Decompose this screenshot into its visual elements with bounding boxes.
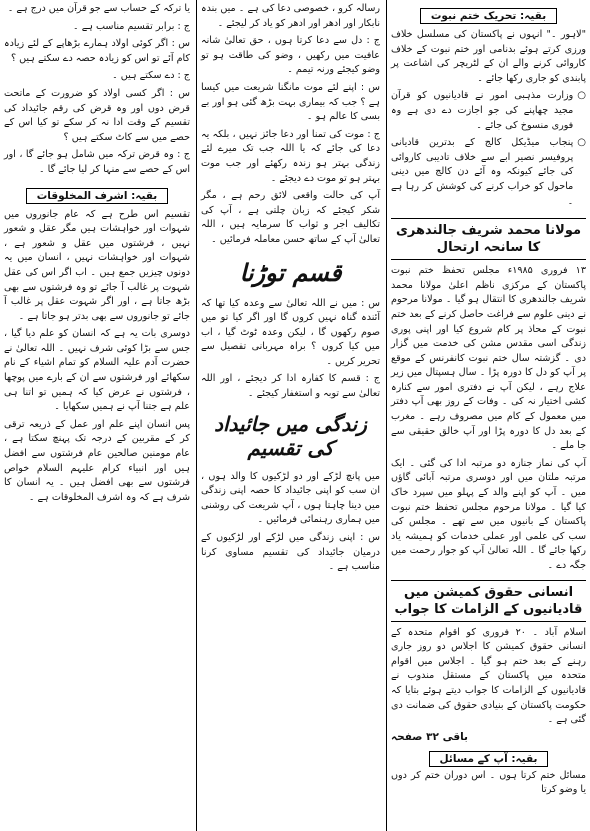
column-left bbox=[0, 0, 194, 831]
section-title: انسانی حقوق کمیشن میں قادیانیوں کے الزامات کا جواب bbox=[394, 584, 583, 617]
list-item-text: وزارت مذہبی امور نے قادیانیوں کو قرآن مجید چھاپنے کی جو اجازت دے دی ہے وہ فوری منسوخ کی جائے ۔ bbox=[391, 90, 574, 131]
section-heading bbox=[391, 580, 586, 622]
article-text: ج : دے سکتے ہیں ۔ bbox=[112, 70, 190, 82]
article-text: دوسری بات یہ ہے کہ انسان کو علم دیا گیا ، جس سے بڑا کوئی شرف نہیں ۔ اللہ تعالیٰ نے حضرت آدم علیہ السلام کو تمام اشیاء کے نام سکھائے اور فرشتوں سے ان کے بارے میں پوچھا ، فرشتوں نے عرض کیا کہ ہمیں تو اتنا ہی علم ہے جتنا آپ نے ہمیں سکھایا ۔ bbox=[4, 328, 190, 413]
column-middle bbox=[197, 0, 384, 831]
article-text: س : اگر کسی اولاد کو ضرورت کے ماتحت قرض دوں اور وہ قرض کی رقم جائیداد کی تقسیم کے وقت ادا نہ کر سکے تو کیا اس کے حصے میں سے کاٹ سکتے ہیں ؟ bbox=[4, 87, 190, 143]
continuation-label: بقیہ: اشرف المخلوقات bbox=[26, 188, 169, 204]
article-text: س : میں نے اللہ تعالیٰ سے وعدہ کیا تھا کہ آئندہ گناہ نہیں کروں گا اور اگر کیا تو میں صوم رکھوں گا ، لیکن وعدہ ٹوٹ گیا ، اب میں کیا کروں ؟ براہ مہربانی تفصیل سے تحریر کریں ۔ bbox=[201, 297, 380, 367]
article-text: ج : قسم کا کفارہ ادا کر دیجئے ، اور اللہ تعالیٰ سے توبہ و استغفار کیجئے ۔ bbox=[201, 373, 380, 400]
article-text: س : اگر کوئی اولاد ہمارے بڑھاپے کے لئے زیادہ کام آئے تو اس کو زیادہ حصہ دے سکتے ہیں ؟ bbox=[4, 38, 190, 64]
continuation-label: بقیہ: آپ کے مسائل bbox=[429, 751, 549, 767]
article-text: "لاہور ۔" انہوں نے پاکستان کی مسلسل خلاف ورزی کرتے ہوئے بدنامی اور ختم نبوت کے خلاف کاروائی کرنے والے ان کے لٹریچر کی اشاعت پر پابندی کو جاری رکھا جائے ۔ bbox=[391, 29, 586, 84]
article-text: پس انسان اپنے علم اور عمل کے ذریعہ ترقی کر کے مقربین کے درجہ تک پہنچ سکتا ہے ، عام مومنین صالحین عام فرشتوں سے افضل ہیں اور انبیاء کرام علیہم السلام خواص فرشتوں سے بھی افضل ہیں ۔ یہ انسان کا شرف ہے کہ وہ اشرف المخلوقات ہے ۔ bbox=[4, 418, 190, 503]
section-title: زندگی میں جائیداد کی تقسیم bbox=[214, 411, 367, 460]
list-item bbox=[391, 136, 586, 212]
article-text: اسلام آباد ۔ ۲۰ فروری کو اقوام متحدہ کے انسانی حقوق کمیشن کا اجلاس دو روز جاری رہنے کے بعد ختم ہو گیا ۔ اجلاس میں اقوام متحدہ میں پاکستان کے مستقل مندوب نے قادیانیوں کے الزامات کا جواب دیتے ہوئے بتایا کہ حکومت پاکستان کے بنیادی حقوق کی ضمانت دی گئی ہے ۔ bbox=[391, 626, 587, 726]
article-text: س : اپنی زندگی میں لڑکے اور لڑکیوں کے درمیان جائیداد کی تقسیم مساوی کرنا مناسب ہے ۔ bbox=[201, 532, 380, 573]
column-right bbox=[387, 0, 590, 831]
article-text: تقسیم اس طرح ہے کہ عام جانوروں میں شہوات اور خواہشات ہیں مگر عقل و شعور نہیں ، فرشتوں میں عقل و شعور ہے ، شہوات اور خواہشات نہیں ، انسان میں یہ دونوں چیزیں جمع ہیں ۔ اب اگر اس کی عقل شہوت پر غالب آ جائے تو وہ فرشتوں سے بھی بڑھ جاتا ہے ، اور اگر شہوت عقل پر غالب آ جائے تو جانوروں سے بھی بدتر ہو جاتا ہے ۔ bbox=[4, 208, 190, 322]
section-title: قسم توڑنا bbox=[239, 257, 342, 287]
article-text: ۱۳ فروری ۱۹۸۵ء مجلس تحفظ ختم نبوت پاکستان کے مرکزی ناظم اعلیٰ مولانا محمد شریف جالندھری کا انتقال ہو گیا ۔ مولانا مرحوم نے دینی علوم سے فراغت حاصل کرنے کے بعد ختم نبوت کے محاذ پر کام شروع کیا اور اپنی پوری زندگی اسی مقدس مشن کی خدمت میں گزار دی ۔ گزشتہ سال ختم نبوت کانفرنس کے موقع پر آپ کو دل کا دورہ پڑا ۔ سال ہسپتال میں زیر علاج رہے ، لیکن آپ نے دفتری امور سے کنارہ کشی اختیار نہ کی ۔ وفات کے روز بھی آپ دفتر میں معمول کے کام میں مصروف رہے ۔ مغرب کے بعد دل کا دورہ پڑا اور آپ خالق حقیقی سے جا ملے ۔ bbox=[391, 265, 586, 452]
article-text: ج : موت کی تمنا اور دعا جائز نہیں ، بلکہ یہ دعا کی جائے کہ یا اللہ جب تک میرے لئے زندگی بہتر ہو زندہ رکھئے اور جب موت بہتر ہو تو موت دے دیجئے ۔ bbox=[201, 128, 380, 184]
list-item-text: پنجاب میڈیکل کالج کے بدترین قادیانی پروفیسر نصیر ابے سے خلاف تادیبی کاروائی کی جائے کیونکہ وہ آئے دن کالج میں دینی ماحول کو خراب کرنے کی کوشش کر رہا ہے ۔ bbox=[391, 137, 574, 207]
article-text: یا ترکہ کے حساب سے جو قرآن میں درج ہے ۔ bbox=[7, 3, 190, 14]
article-text: آپ کی نماز جنازہ دو مرتبہ ادا کی گئی ۔ ایک مرتبہ ملتان میں اور دوسری مرتبہ آبائی گاؤں میں ۔ آپ کو اپنے والد کے پہلو میں سپرد خاک کیا گیا ۔ مولانا مرحوم مجلس تحفظ ختم نبوت پاکستان کے بانیوں میں سے تھے ۔ مجلس کی سب کی علمی اور عملی خدمات کو ہمیشہ یاد رکھا جائے گا ۔ اللہ تعالیٰ آپ کو جوار رحمت میں جگہ دے ۔ bbox=[391, 457, 586, 571]
section-heading bbox=[391, 218, 586, 260]
circle-bullet-icon: ○ bbox=[577, 137, 586, 149]
article-text: ج : برابر تقسیم مناسب ہے ۔ bbox=[73, 20, 190, 32]
article-text: مسائل ختم کرتا ہوں ۔ اس دوران ختم کر دوں یا وضو کرتا bbox=[391, 769, 586, 796]
article-text: ج : وہ قرض ترکہ میں شامل ہو جائے گا ، اور اس کے حصے سے منہا کر لیا جائے گا ۔ bbox=[4, 149, 190, 175]
article-text: رسالہ کرو ، خصوصی دعا کی ہے ۔ میں بندہ نابکار اور ادھر اور ادھر کو یاد کر لیجئے ۔ bbox=[201, 3, 380, 29]
continued-label: باقی ۳۲ صفحہ bbox=[391, 730, 468, 743]
article-text: س : اپنے لئے موت مانگنا شریعت میں کیسا ہے ؟ جب کہ بیماری بہت بڑھ گئی ہو اور بے بسی کا عالم ہو ۔ bbox=[201, 81, 380, 123]
article-text: ج : دل سے دعا کرتا ہوں ، حق تعالیٰ شانہ عافیت میں رکھیں ، وضو کی طاقت ہو تو وضو کیجئے ورنہ تیمم ۔ bbox=[201, 35, 380, 76]
article-text: میں پانچ لڑکے اور دو لڑکیوں کا والد ہوں ، ان سب کو اپنی جائیداد کا حصہ اپنی زندگی میں دینا چاہتا ہوں ، آپ شریعت کی روشنی میں ہماری رہنمائی فرمائیں ۔ bbox=[201, 470, 380, 526]
section-title: مولانا محمد شریف جالندھری کا سانحہ ارتحال bbox=[395, 223, 582, 256]
continuation-label: بقیہ: تحریک ختم نبوت bbox=[420, 8, 557, 24]
list-item bbox=[391, 89, 586, 136]
circle-bullet-icon: ○ bbox=[577, 90, 586, 102]
article-text: آپ کی حالت واقعی لائق رحم ہے ، مگر شکر کیجئے کہ زبان چلتی ہے ، آپ کی تکالیف اجر و ثواب کا سرمایہ ہیں ، اللہ تعالیٰ آپ کے ساتھ حسن معاملہ فرمائیں ۔ bbox=[201, 190, 380, 245]
